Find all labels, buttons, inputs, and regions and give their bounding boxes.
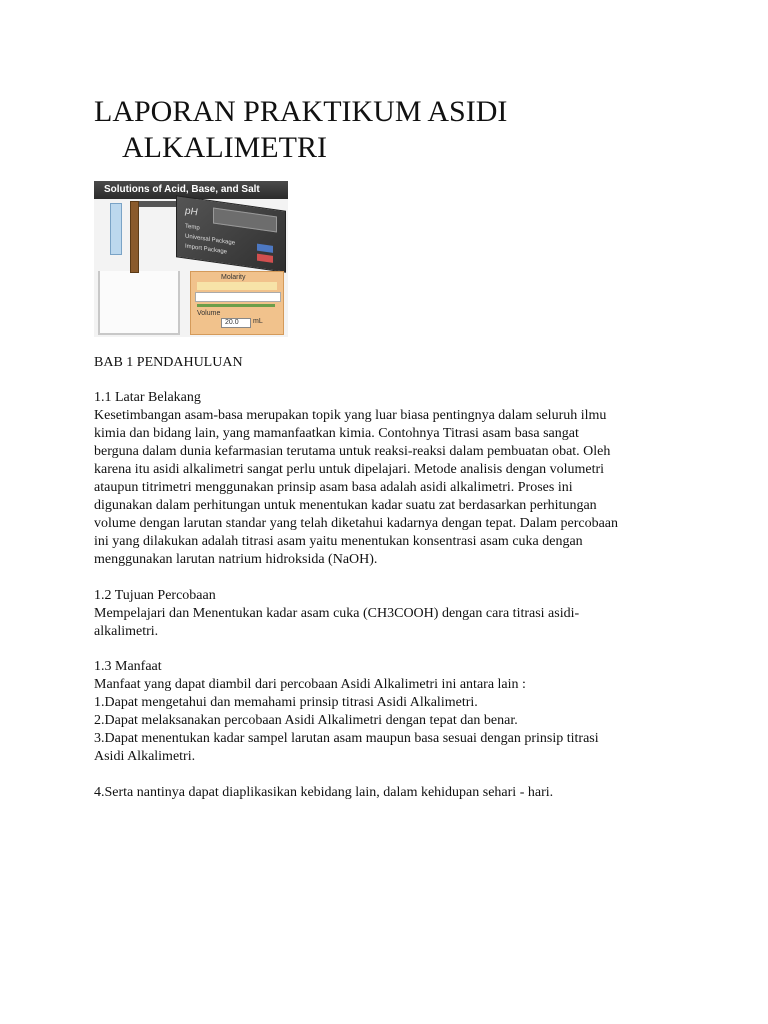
paragraph-line: Manfaat yang dapat diambil dari percobaan Asidi Alkalimetri ini antara lain : [94, 677, 526, 692]
chapter-heading: BAB 1 PENDAHULUAN [94, 355, 243, 370]
electrode-icon [130, 201, 139, 273]
title-line-1: LAPORAN PRAKTIKUM ASIDI [94, 95, 508, 128]
molarity-title: Molarity [221, 274, 246, 281]
ph-probe-icon [110, 203, 122, 255]
section-latar-belakang [94, 389, 694, 569]
paragraph-line: kimia dan bidang lain, yang mamanfaatkan kimia. Contohnya Titrasi asam basa sangat [94, 426, 579, 441]
volume-label: Volume [197, 310, 221, 317]
section-manfaat [94, 658, 694, 766]
indicator-red [257, 254, 273, 263]
list-item: 2.Dapat melaksanakan percobaan Asidi Alkalimetri dengan tepat dan benar. [94, 713, 518, 728]
paragraph-line: berguna dalam dunia kefarmasian terutama untuk reaksi-reaksi dalam pembuatan obat. Oleh [94, 444, 611, 459]
document-title [94, 94, 654, 166]
simulation-header: Solutions of Acid, Base, and Salt [94, 181, 288, 199]
section-tujuan [94, 587, 694, 641]
paragraph-line: menggunakan larutan natrium hidroksida (NaOH). [94, 552, 378, 567]
indicator-blue [257, 244, 273, 253]
paragraph-line: karena itu asidi alkalimetri sangat perlu untuk dipelajari. Metode analisis dengan volumetri [94, 462, 605, 477]
molarity-slider [197, 304, 275, 307]
paragraph-line: Mempelajari dan Menentukan kadar asam cuka (CH3COOH) dengan cara titrasi asidi- [94, 606, 580, 621]
section-heading: 1.3 Manfaat [94, 659, 162, 674]
meter-label: pH [185, 205, 198, 219]
list-item: Asidi Alkalimetri. [94, 749, 196, 764]
meter-row-temp: Temp [185, 223, 200, 232]
molarity-options [195, 292, 281, 302]
list-item: 1.Dapat mengetahui dan memahami prinsip titrasi Asidi Alkalimetri. [94, 695, 478, 710]
molarity-note [197, 282, 277, 290]
paragraph-line: Kesetimbangan asam-basa merupakan topik yang luar biasa pentingnya dalam seluruh ilmu [94, 408, 607, 423]
volume-input: 20.0 [221, 318, 251, 328]
volume-unit: mL [253, 318, 263, 325]
simulation-image [94, 181, 288, 337]
meter-row-universal: Universal Package [185, 234, 275, 255]
meter-row-import: Import Package [185, 244, 275, 265]
ph-meter [176, 195, 286, 272]
paragraph-line: ataupun titrimetri menggunakan prinsip asam basa adalah asidi alkalimetri. Proses ini [94, 480, 573, 495]
title-line-2: ALKALIMETRI [122, 131, 327, 164]
section-heading: 1.1 Latar Belakang [94, 390, 201, 405]
beaker [98, 271, 180, 335]
paragraph-line: volume dengan larutan standar yang telah diketahui kadarnya dengan tepat. Dalam percobaan [94, 516, 619, 531]
paragraph-line: alkalimetri. [94, 624, 159, 639]
list-item-4: 4.Serta nantinya dapat diaplikasikan kebidang lain, dalam kehidupan sehari - hari. [94, 785, 554, 800]
list-item: 3.Dapat menentukan kadar sampel larutan asam maupun basa sesuai dengan prinsip titrasi [94, 731, 599, 746]
paragraph-line: ini yang dilakukan adalah titrasi asam yaitu menentukan konsentrasi asam cuka dengan [94, 534, 583, 549]
molarity-panel [190, 271, 284, 335]
paragraph-line: digunakan dalam perhitungan untuk menentukan kadar suatu zat berdasarkan perhitungan [94, 498, 597, 513]
section-heading: 1.2 Tujuan Percobaan [94, 588, 216, 603]
